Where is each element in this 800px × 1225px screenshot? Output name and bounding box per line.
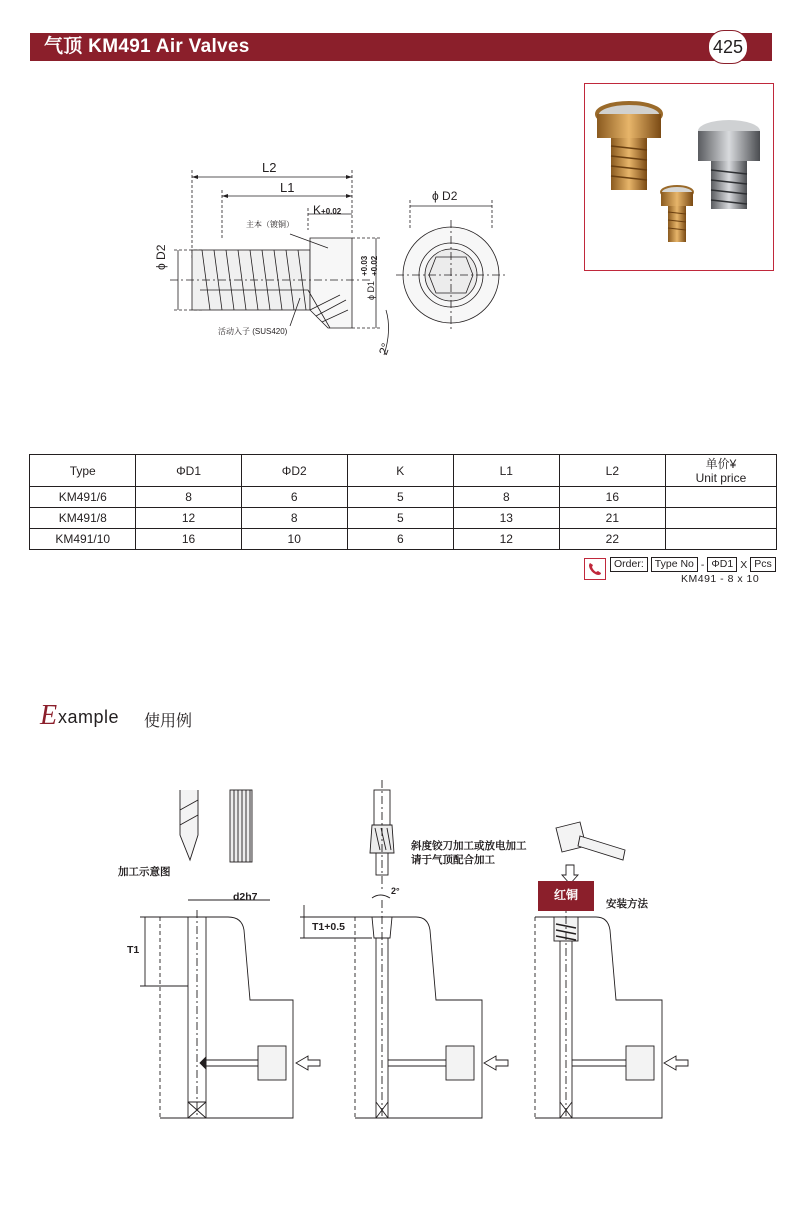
cell-type: KM491/10 (30, 529, 136, 550)
dim-D1: ϕ D1 (366, 280, 376, 300)
cell-d2: 10 (241, 529, 347, 550)
order-dash: - (700, 558, 705, 571)
dim-D1-tol-lower: +0.02 (370, 255, 379, 276)
dim-D2-end: ϕ D2 (432, 189, 458, 203)
cell-type: KM491/8 (30, 508, 136, 529)
step3-hammer-tag: 红铜 (554, 888, 579, 902)
example-heading-initial: E (40, 700, 58, 731)
cell-l1: 12 (453, 529, 559, 550)
page-title: 气顶 KM491 Air Valves (44, 36, 250, 57)
page-number: 425 (708, 30, 748, 64)
dim-D1-tol-upper: +0.03 (360, 255, 369, 276)
step1-dim-d: d2h7 (233, 891, 258, 903)
col-header-k: K (347, 455, 453, 487)
cell-d2: 8 (241, 508, 347, 529)
valve-photo-illustration (585, 84, 773, 270)
step2-dim-T1: T1+0.5 (312, 921, 345, 933)
table-row (30, 508, 777, 529)
col-header-price (665, 455, 776, 487)
cell-l1: 13 (453, 508, 559, 529)
price-header-cn: 单价¥ (705, 456, 737, 471)
cell-l2: 21 (559, 508, 665, 529)
order-example: KM491 - 8 x 10 (681, 573, 760, 585)
order-times: X (740, 558, 748, 571)
cell-d2: 6 (241, 487, 347, 508)
price-header-en: Unit price (695, 470, 747, 485)
dim-K: K+0.02 (313, 203, 342, 217)
col-header-type: Type (30, 455, 136, 487)
order-d1: ΦD1 (707, 557, 737, 572)
example-heading-cn: 使用例 (144, 713, 193, 730)
order-format (610, 557, 776, 572)
cell-k: 6 (347, 529, 453, 550)
cell-l2: 22 (559, 529, 665, 550)
cell-d1: 8 (136, 487, 241, 508)
label-body: 主本（镀铜） (246, 220, 294, 229)
dim-angle: 2° (376, 341, 394, 357)
step3-label: 安装方法 (606, 898, 648, 910)
cell-l1: 8 (453, 487, 559, 508)
dim-D2-side: ϕ D2 (154, 244, 168, 270)
cell-price (665, 508, 776, 529)
step1-label: 加工示意图 (118, 866, 171, 878)
step2-note-2: 请于气顶配合加工 (411, 854, 495, 866)
cell-d1: 12 (136, 508, 241, 529)
usage-example-diagram (110, 780, 690, 1125)
table-row (30, 487, 777, 508)
end-view-drawing (396, 190, 506, 330)
step1-dim-T1: T1 (127, 944, 140, 956)
dim-L1: L1 (280, 180, 295, 195)
table-row (30, 529, 777, 550)
cell-l2: 16 (559, 487, 665, 508)
dim-L2: L2 (262, 160, 277, 175)
table-header-row (30, 455, 777, 487)
cell-k: 5 (347, 508, 453, 529)
col-header-d1: ΦD1 (136, 455, 241, 487)
cell-type: KM491/6 (30, 487, 136, 508)
label-insert: 活动入子 (SUS420) (218, 327, 288, 336)
spec-table (29, 454, 777, 550)
step2-angle: 2° (391, 886, 400, 896)
order-label: Order: (610, 557, 648, 572)
cell-price (665, 487, 776, 508)
col-header-l1: L1 (453, 455, 559, 487)
order-pcs: Pcs (750, 557, 776, 572)
cell-d1: 16 (136, 529, 241, 550)
step2-note-1: 斜度铰刀加工或放电加工 (411, 840, 527, 852)
cell-k: 5 (347, 487, 453, 508)
phone-icon (584, 558, 606, 580)
order-type-no: Type No (651, 557, 698, 572)
col-header-l2: L2 (559, 455, 665, 487)
product-photo (584, 83, 774, 271)
col-header-d2: ΦD2 (241, 455, 347, 487)
cell-price (665, 529, 776, 550)
example-heading: xample (58, 707, 120, 727)
